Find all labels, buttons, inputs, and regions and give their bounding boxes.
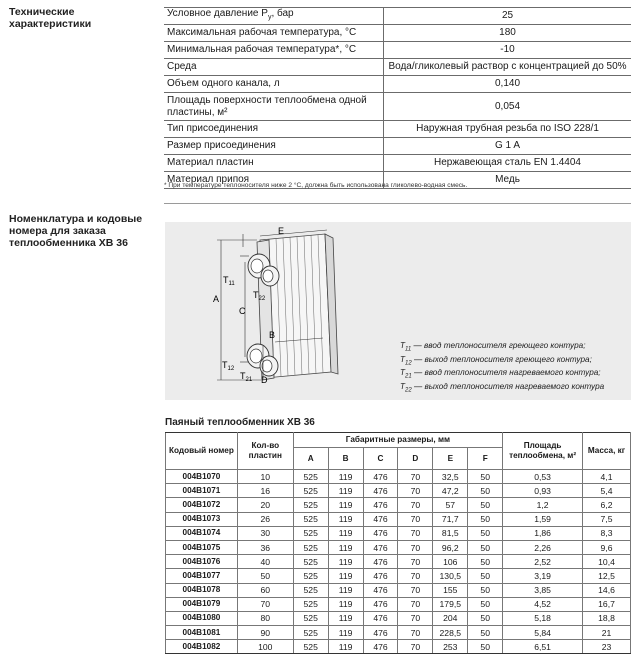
table-cell: 476 <box>363 498 398 512</box>
table-cell: 70 <box>398 484 433 498</box>
spec-label: Площадь поверхности теплообмена одной пластины, м² <box>164 93 384 121</box>
table-cell: 18,8 <box>583 611 631 625</box>
spec-label: Среда <box>164 59 384 76</box>
table-cell: 204 <box>433 611 468 625</box>
table-cell: 30 <box>237 526 293 540</box>
table-cell: 525 <box>293 498 328 512</box>
table-cell: 476 <box>363 569 398 583</box>
table-cell: 70 <box>398 526 433 540</box>
col-header-c: C <box>363 448 398 470</box>
table-cell: 50 <box>468 611 503 625</box>
table-cell: 90 <box>237 626 293 640</box>
code-cell: 004B1070 <box>166 470 238 484</box>
code-cell: 004B1074 <box>166 526 238 540</box>
table-cell: 119 <box>328 498 363 512</box>
table-cell: 1,59 <box>503 512 583 526</box>
table-cell: 525 <box>293 555 328 569</box>
table-cell: 0,53 <box>503 470 583 484</box>
legend-item: $T_{12}$ — выход теплоносителя греющего контура; <box>400 354 592 367</box>
table-row <box>166 555 631 569</box>
diagram-legend <box>400 341 604 396</box>
spec-row <box>164 93 631 121</box>
table-cell: 5,4 <box>583 484 631 498</box>
table-cell: 155 <box>433 583 468 597</box>
table-cell: 119 <box>328 569 363 583</box>
tech-heading-line: характеристики <box>9 18 92 30</box>
table-row <box>166 626 631 640</box>
table-cell: 70 <box>398 611 433 625</box>
table-cell: 6,51 <box>503 640 583 654</box>
table-cell: 1,86 <box>503 526 583 540</box>
spec-label: Размер присоединения <box>164 138 384 155</box>
spec-row <box>164 59 631 76</box>
col-header-plates: Кол-во пластин <box>237 433 293 470</box>
table-row <box>166 512 631 526</box>
col-header-code: Кодовый номер <box>166 433 238 470</box>
port-label-t12: $T_{12}$ <box>222 360 235 372</box>
table-row <box>166 583 631 597</box>
col-header-b: B <box>328 448 363 470</box>
table-row <box>166 484 631 498</box>
table-cell: 253 <box>433 640 468 654</box>
table-cell: 50 <box>468 597 503 611</box>
spec-value: 0,140 <box>384 76 632 93</box>
table-row <box>166 640 631 654</box>
tech-specs-table <box>164 7 631 189</box>
table-cell: 525 <box>293 611 328 625</box>
table-cell: 119 <box>328 597 363 611</box>
table-cell: 70 <box>398 512 433 526</box>
table-cell: 476 <box>363 555 398 569</box>
table-cell: 525 <box>293 484 328 498</box>
code-cell: 004B1082 <box>166 640 238 654</box>
legend-item: $T_{22}$ — выход теплоносителя нагреваемого контура <box>400 381 605 394</box>
table-cell: 119 <box>328 640 363 654</box>
spec-row <box>164 76 631 93</box>
spec-value: Вода/гликолевый раствор с концентрацией до 50% <box>384 59 632 76</box>
table-row <box>166 569 631 583</box>
table-cell: 16,7 <box>583 597 631 611</box>
table-cell: 130,5 <box>433 569 468 583</box>
table-row <box>166 611 631 625</box>
table-cell: 50 <box>468 526 503 540</box>
table-cell: 40 <box>237 555 293 569</box>
spec-row <box>164 155 631 172</box>
port-t22 <box>261 266 279 286</box>
table-cell: 20 <box>237 498 293 512</box>
table-cell: 12,5 <box>583 569 631 583</box>
code-cell: 004B1078 <box>166 583 238 597</box>
spec-label: Материал пластин <box>164 155 384 172</box>
spec-row <box>164 121 631 138</box>
code-cell: 004B1081 <box>166 626 238 640</box>
spec-value: -10 <box>384 42 632 59</box>
code-cell: 004B1071 <box>166 484 238 498</box>
col-header-a: A <box>293 448 328 470</box>
spec-value: 25 <box>384 8 632 25</box>
table-cell: 47,2 <box>433 484 468 498</box>
spec-value: G 1 A <box>384 138 632 155</box>
spec-label: Объем одного канала, л <box>164 76 384 93</box>
spec-label: Условное давление $P_у$, бар <box>164 8 384 25</box>
table-cell: 119 <box>328 555 363 569</box>
table-cell: 476 <box>363 484 398 498</box>
col-header-mass: Масса, кг <box>583 433 631 470</box>
tech-heading-line: Технические <box>9 6 75 18</box>
table-cell: 70 <box>398 555 433 569</box>
tech-footnote: * При температуре теплоносителя ниже 2 °C, должна быть использована гликолево-водная смесь. <box>164 182 468 189</box>
table-cell: 32,5 <box>433 470 468 484</box>
table-cell: 525 <box>293 470 328 484</box>
table-row <box>166 470 631 484</box>
spec-label: Максимальная рабочая температура, °C <box>164 25 384 42</box>
table-cell: 476 <box>363 526 398 540</box>
table-cell: 9,6 <box>583 540 631 554</box>
dim-label-d: D <box>261 375 268 385</box>
code-cell: 004B1072 <box>166 498 238 512</box>
table-cell: 50 <box>237 569 293 583</box>
table-row <box>166 526 631 540</box>
table-cell: 5,18 <box>503 611 583 625</box>
port-label-t21: $T_{21}$ <box>240 371 253 383</box>
table-cell: 119 <box>328 526 363 540</box>
dim-label-a: A <box>213 294 220 304</box>
table-cell: 70 <box>398 640 433 654</box>
table-row <box>166 540 631 554</box>
table-cell: 119 <box>328 540 363 554</box>
table-cell: 119 <box>328 611 363 625</box>
table-cell: 119 <box>328 583 363 597</box>
table-cell: 476 <box>363 626 398 640</box>
table-cell: 50 <box>468 540 503 554</box>
table-cell: 476 <box>363 470 398 484</box>
table-cell: 71,7 <box>433 512 468 526</box>
table-cell: 476 <box>363 540 398 554</box>
table-cell: 50 <box>468 555 503 569</box>
tech-heading <box>9 6 91 30</box>
spec-label: Материал припоя <box>164 172 384 189</box>
table-cell: 525 <box>293 540 328 554</box>
spec-value: 0,054 <box>384 93 632 121</box>
table-cell: 525 <box>293 569 328 583</box>
table-cell: 80 <box>237 611 293 625</box>
table-cell: 70 <box>398 583 433 597</box>
table-cell: 476 <box>363 512 398 526</box>
legend-item: $T_{21}$ — ввод теплоносителя нагреваемого контура; <box>400 368 601 380</box>
table-cell: 119 <box>328 484 363 498</box>
table-cell: 70 <box>237 597 293 611</box>
table-cell: 119 <box>328 470 363 484</box>
table-cell: 525 <box>293 640 328 654</box>
spec-row <box>164 42 631 59</box>
table-cell: 57 <box>433 498 468 512</box>
table-cell: 26 <box>237 512 293 526</box>
model-table-title: Паяный теплообменник XB 36 <box>165 417 315 428</box>
table-cell: 119 <box>328 512 363 526</box>
dim-label-b: B <box>269 330 276 340</box>
ordering-heading-line: Номенклатура и кодовые <box>9 213 143 225</box>
spec-value: 180 <box>384 25 632 42</box>
table-cell: 525 <box>293 526 328 540</box>
table-cell: 8,3 <box>583 526 631 540</box>
table-cell: 23 <box>583 640 631 654</box>
table-cell: 70 <box>398 626 433 640</box>
table-header-row <box>166 433 631 448</box>
table-cell: 2,26 <box>503 540 583 554</box>
table-cell: 525 <box>293 583 328 597</box>
code-cell: 004B1073 <box>166 512 238 526</box>
code-cell: 004B1076 <box>166 555 238 569</box>
model-table <box>165 432 631 654</box>
legend-item: $T_{11}$ — ввод теплоносителя греющего контура; <box>400 341 586 353</box>
table-cell: 106 <box>433 555 468 569</box>
code-cell: 004B1080 <box>166 611 238 625</box>
table-cell: 525 <box>293 597 328 611</box>
table-cell: 476 <box>363 640 398 654</box>
table-row <box>166 498 631 512</box>
table-cell: 50 <box>468 470 503 484</box>
spec-value: Медь <box>384 172 632 189</box>
spec-row <box>164 8 631 25</box>
table-cell: 21 <box>583 626 631 640</box>
port-label-t22: $T_{22}$ <box>253 290 266 302</box>
table-cell: 100 <box>237 640 293 654</box>
table-cell: 50 <box>468 569 503 583</box>
table-cell: 70 <box>398 597 433 611</box>
col-header-dims: Габаритные размеры, мм <box>293 433 502 448</box>
table-cell: 3,85 <box>503 583 583 597</box>
table-cell: 81,5 <box>433 526 468 540</box>
table-cell: 228,5 <box>433 626 468 640</box>
table-cell: 2,52 <box>503 555 583 569</box>
table-cell: 36 <box>237 540 293 554</box>
table-cell: 5,84 <box>503 626 583 640</box>
section-divider <box>164 203 631 204</box>
table-cell: 476 <box>363 597 398 611</box>
table-cell: 70 <box>398 540 433 554</box>
col-header-e: E <box>433 448 468 470</box>
table-cell: 50 <box>468 512 503 526</box>
table-cell: 6,2 <box>583 498 631 512</box>
table-cell: 525 <box>293 512 328 526</box>
spec-label: Тип присоединения <box>164 121 384 138</box>
table-cell: 4,52 <box>503 597 583 611</box>
spec-row <box>164 25 631 42</box>
table-cell: 50 <box>468 498 503 512</box>
code-cell: 004B1079 <box>166 597 238 611</box>
table-cell: 50 <box>468 484 503 498</box>
spec-value: Наружная трубная резьба по ISO 228/1 <box>384 121 632 138</box>
code-cell: 004B1075 <box>166 540 238 554</box>
table-cell: 14,6 <box>583 583 631 597</box>
table-cell: 4,1 <box>583 470 631 484</box>
col-header-f: F <box>468 448 503 470</box>
spec-value: Нержавеющая сталь EN 1.4404 <box>384 155 632 172</box>
table-cell: 476 <box>363 611 398 625</box>
spec-row <box>164 138 631 155</box>
table-cell: 1,2 <box>503 498 583 512</box>
table-cell: 10,4 <box>583 555 631 569</box>
table-cell: 70 <box>398 470 433 484</box>
table-row <box>166 597 631 611</box>
ordering-heading-line: номера для заказа <box>9 225 106 237</box>
table-cell: 50 <box>468 583 503 597</box>
table-cell: 96,2 <box>433 540 468 554</box>
col-header-d: D <box>398 448 433 470</box>
dim-label-c: C <box>239 306 246 316</box>
table-cell: 10 <box>237 470 293 484</box>
table-cell: 3,19 <box>503 569 583 583</box>
table-cell: 16 <box>237 484 293 498</box>
dim-label-e: E <box>278 226 285 236</box>
ordering-heading-line: теплообменника XB 36 <box>9 237 128 249</box>
port-label-t11: $T_{11}$ <box>223 275 235 287</box>
table-cell: 525 <box>293 626 328 640</box>
table-cell: 7,5 <box>583 512 631 526</box>
table-cell: 70 <box>398 498 433 512</box>
code-cell: 004B1077 <box>166 569 238 583</box>
table-cell: 50 <box>468 640 503 654</box>
table-cell: 0,93 <box>503 484 583 498</box>
ordering-heading <box>9 213 142 249</box>
table-cell: 70 <box>398 569 433 583</box>
table-cell: 476 <box>363 583 398 597</box>
table-cell: 179,5 <box>433 597 468 611</box>
table-cell: 60 <box>237 583 293 597</box>
col-header-area: Площадь теплообмена, м² <box>503 433 583 470</box>
table-cell: 50 <box>468 626 503 640</box>
table-cell: 119 <box>328 626 363 640</box>
spec-label: Минимальная рабочая температура*, °C <box>164 42 384 59</box>
model-table-body <box>166 470 631 654</box>
